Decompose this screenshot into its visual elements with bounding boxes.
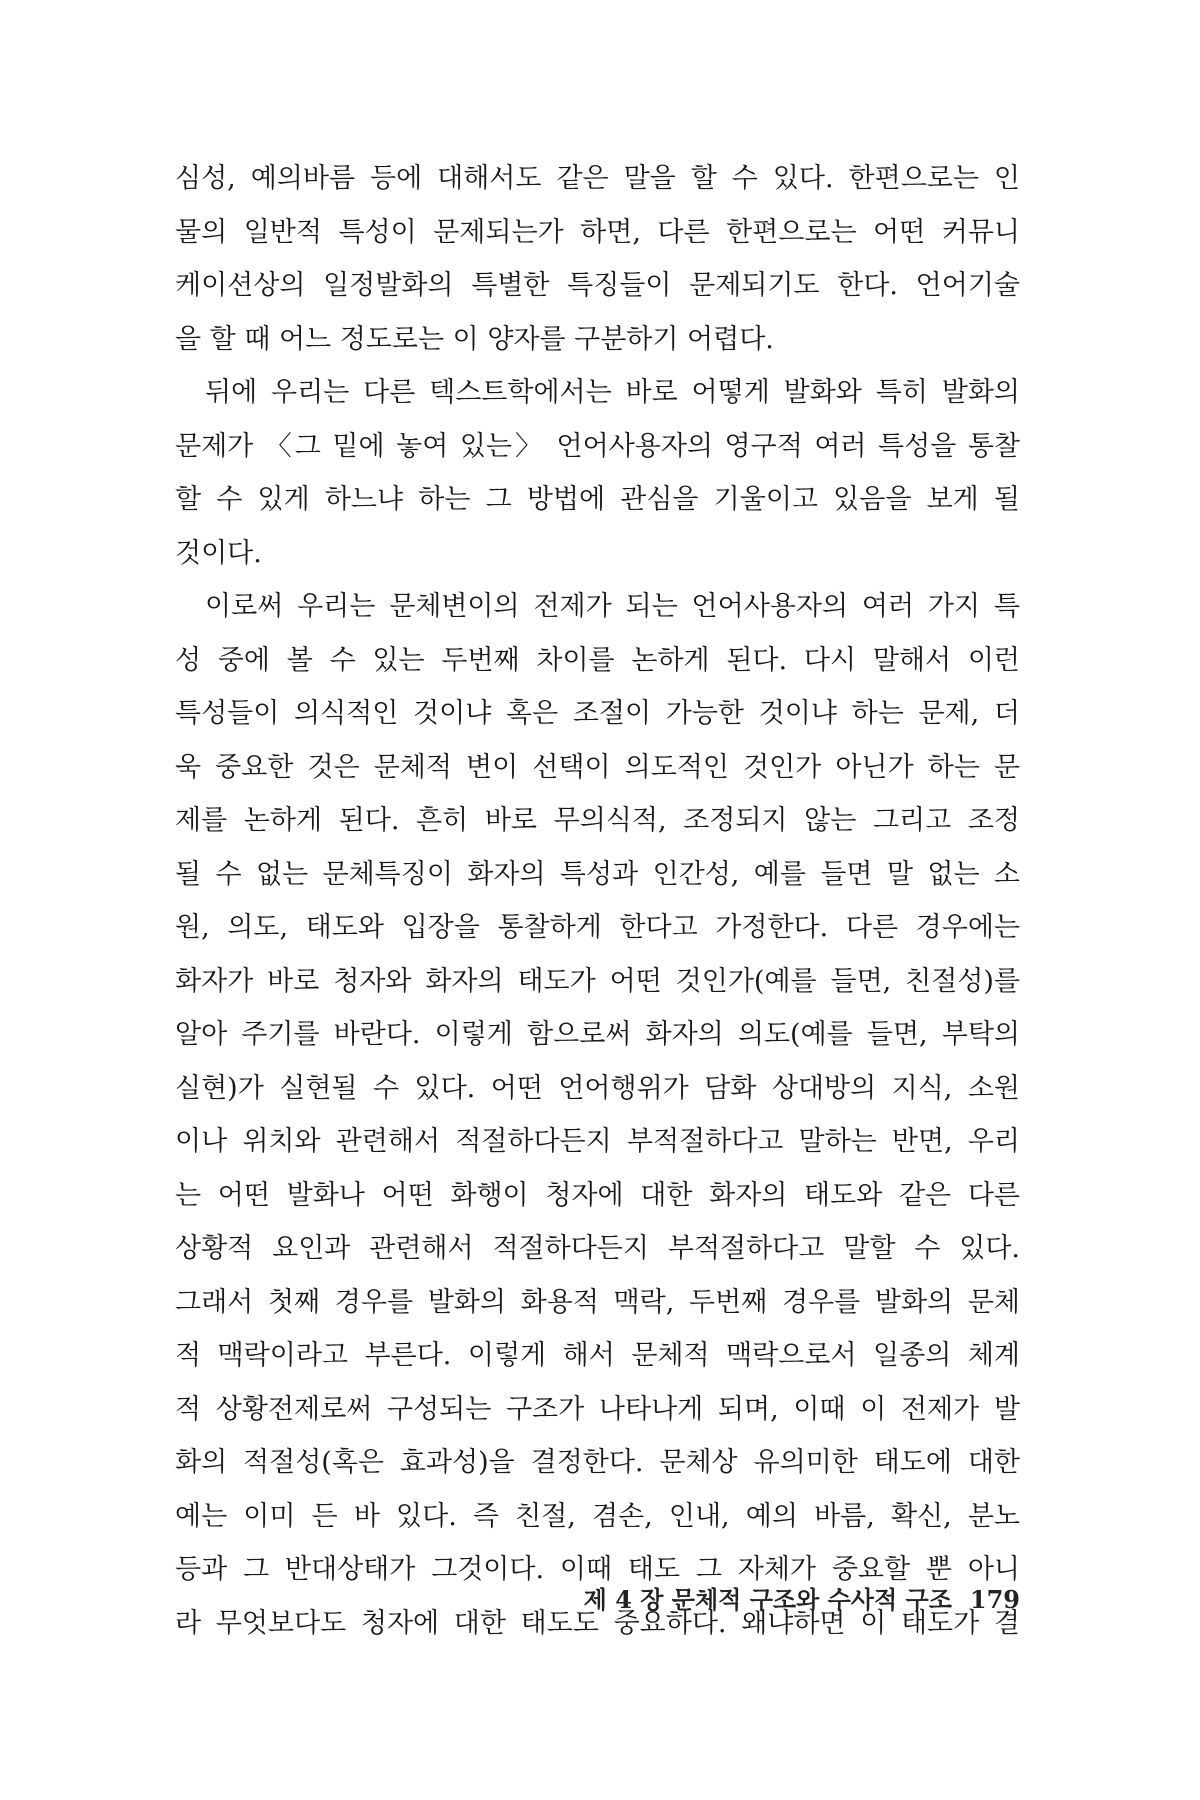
text-line: 욱 중요한 것은 문체적 변이 선택이 의도적인 것인가 아닌가 하는 문 [175,751,1020,783]
text-line: 적 상황전제로써 구성되는 구조가 나타나게 되며, 이때 이 전제가 발 [175,1393,1020,1425]
text-line: 적 맥락이라고 부른다. 이렇게 해서 문체적 맥락으로서 일종의 체계 [175,1340,1020,1371]
text-line: 뒤에 우리는 다른 텍스트학에서는 바로 어떻게 발화와 특히 발화의 [205,377,1020,408]
text-line: 상황적 요인과 관련해서 적절하다든지 부적절하다고 말할 수 있다. [175,1233,1020,1264]
text-line: 예는 이미 든 바 있다. 즉 친절, 겸손, 인내, 예의 바름, 확신, 분노 [175,1500,1020,1532]
text-line: 이로써 우리는 문체변이의 전제가 되는 언어사용자의 여러 가지 특 [205,591,1020,622]
page-number: 179 [969,1585,1020,1614]
text-line: 특성들이 의식적인 것이냐 혹은 조절이 가능한 것이냐 하는 문제, 더 [175,698,1020,729]
text-line: 화자가 바로 청자와 화자의 태도가 어떤 것인가(예를 들면, 친절성)를 [175,965,1020,997]
text-line: 물의 일반적 특성이 문제되는가 하면, 다른 한편으로는 어떤 커뮤니 [175,216,1020,248]
text-line: 케이션상의 일정발화의 특별한 특징들이 문제되기도 한다. 언어기술 [175,270,1020,301]
text-line: 화의 적절성(혹은 효과성)을 결정한다. 문체상 유의미한 태도에 대한 [175,1447,1020,1478]
text-line: 것이다. [175,537,262,569]
text-line: 을 할 때 어느 정도로는 이 양자를 구분하기 어렵다. [175,323,774,355]
running-footer [560,1585,1020,1615]
text-line: 실현)가 실현될 수 있다. 어떤 언어행위가 담화 상대방의 지식, 소원 [175,1072,1020,1104]
body-text [175,152,1020,1650]
text-line: 될 수 없는 문체특징이 화자의 특성과 인간성, 예를 들면 말 없는 소 [175,858,1020,890]
text-line: 라 무엇보다도 청자에 대한 태도도 중요하다. 왜냐하면 이 태도가 결 [175,1607,1020,1639]
text-line: 알아 주기를 바란다. 이렇게 함으로써 화자의 의도(예를 들면, 부탁의 [175,1019,1020,1050]
text-line: 성 중에 볼 수 있는 두번째 차이를 논하게 된다. 다시 말해서 이런 [175,644,1020,676]
text-line: 이나 위치와 관련해서 적절하다든지 부적절하다고 말하는 반면, 우리 [175,1126,1020,1157]
text-line: 는 어떤 발화나 어떤 화행이 청자에 대한 화자의 태도와 같은 다른 [175,1179,1020,1211]
text-line: 문제가 〈그 밑에 놓여 있는〉 언어사용자의 영구적 여러 특성을 통찰 [175,430,1020,462]
text-line: 등과 그 반대상태가 그것이다. 이때 태도 그 자체가 중요할 뿐 아니 [175,1554,1020,1585]
text-line: 할 수 있게 하느냐 하는 그 방법에 관심을 기울이고 있음을 보게 될 [175,484,1020,515]
text-line: 제를 논하게 된다. 흔히 바로 무의식적, 조정되지 않는 그리고 조정 [175,805,1020,836]
chapter-title: 제 4 장 문체적 구조와 수사적 구조 [583,1585,952,1614]
text-line: 심성, 예의바름 등에 대해서도 같은 말을 할 수 있다. 한편으로는 인 [175,163,1020,194]
text-line: 그래서 첫째 경우를 발화의 화용적 맥락, 두번째 경우를 발화의 문체 [175,1286,1020,1318]
text-line: 원, 의도, 태도와 입장을 통찰하게 한다고 가정한다. 다른 경우에는 [175,912,1020,943]
